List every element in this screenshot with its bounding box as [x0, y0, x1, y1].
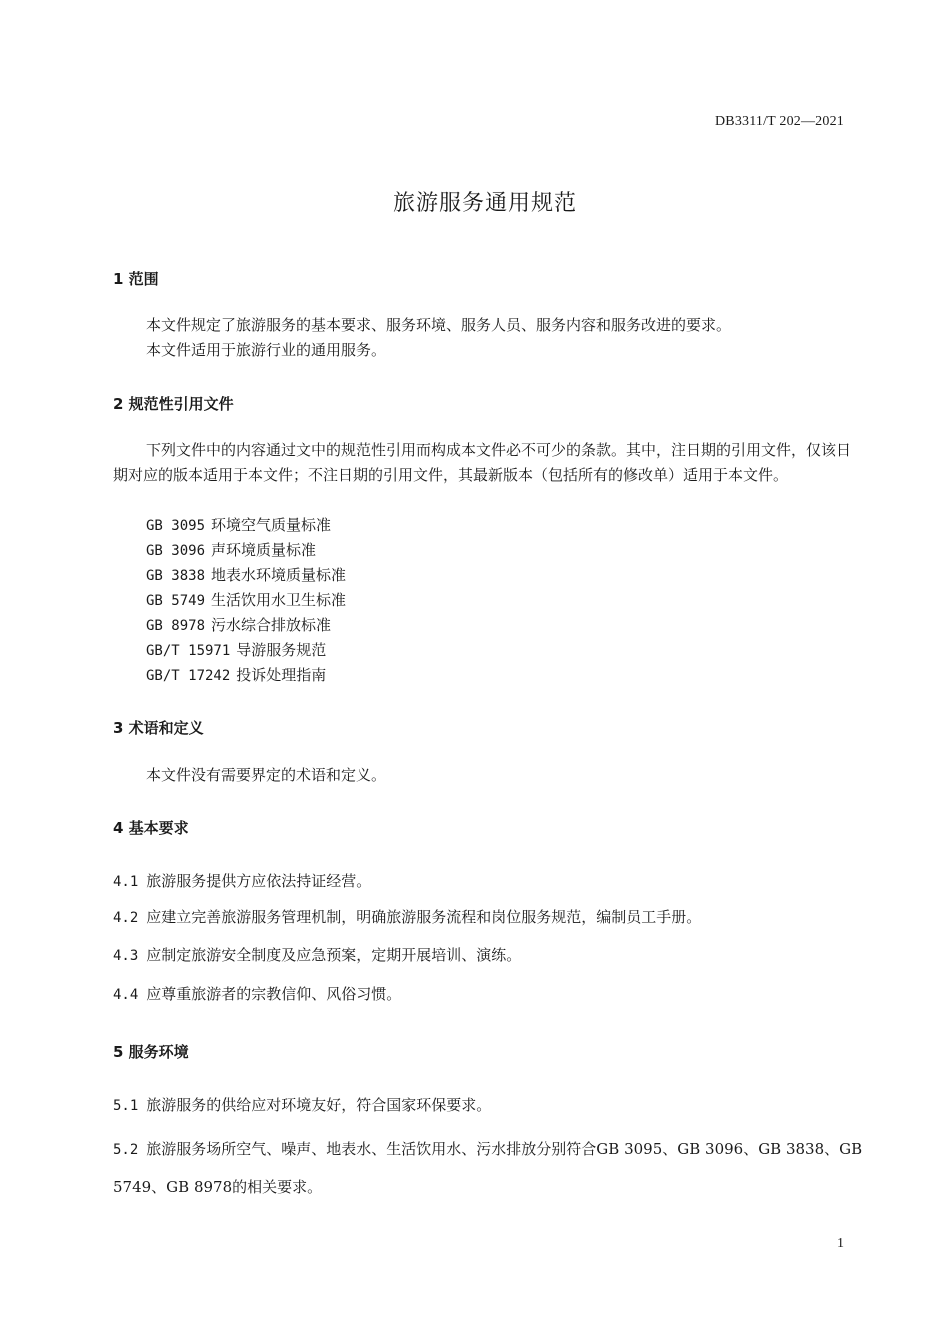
document-title: 旅游服务通用规范 [392, 191, 577, 216]
reference-item [146, 638, 326, 664]
clause-item [113, 869, 873, 895]
reference-title: 污水综合排放标准 [211, 616, 332, 634]
reference-code: GB/T 17242 [146, 668, 231, 684]
reference-title: 导游服务规范 [236, 641, 327, 659]
page-number: 1 [837, 1236, 844, 1251]
clause-text: 旅游服务提供方应依法持证经营。 [146, 872, 372, 890]
clause-text: 应制定旅游安全制度及应急预案，定期开展培训、演练。 [146, 946, 522, 964]
reference-code: GB 3096 [146, 543, 206, 559]
section-heading-basic-requirements: 4 基本要求 [113, 819, 189, 837]
reference-title: 生活饮用水卫生标准 [211, 591, 347, 609]
reference-item [146, 613, 331, 639]
clause-text: 旅游服务场所空气、噪声、地表水、生活饮用水、污水排放分别符合GB 3095、GB 3096、GB 3838、GB 5749、GB 8978的相关要求。 [113, 1140, 863, 1196]
terms-paragraph: 本文件没有需要界定的术语和定义。 [146, 766, 387, 784]
reference-item [146, 663, 326, 689]
section-heading-normative-references: 2 规范性引用文件 [113, 395, 234, 413]
reference-item [146, 513, 331, 539]
section-heading-scope: 1 范围 [113, 270, 159, 288]
clause-number: 4.4 [113, 987, 139, 1003]
clause-item [113, 1131, 873, 1206]
clause-item [113, 943, 873, 969]
clause-item [113, 905, 873, 931]
reference-item [146, 588, 346, 614]
clause-text: 旅游服务的供给应对环境友好，符合国家环保要求。 [146, 1096, 492, 1114]
clause-number: 4.2 [113, 910, 139, 926]
clause-text: 应建立完善旅游服务管理机制，明确旅游服务流程和岗位服务规范，编制员工手册。 [146, 908, 702, 926]
scope-paragraph-2: 本文件适用于旅游行业的通用服务。 [146, 341, 387, 359]
clause-item [113, 982, 873, 1008]
normative-references-intro: 下列文件中的内容通过文中的规范性引用而构成本文件必不可少的条款。其中，注日期的引用文件，仅该日期对应的版本适用于本文件；不注日期的引用文件，其最新版本（包括所有的修改单）适用于本文件。 [113, 441, 852, 484]
clause-number: 5.1 [113, 1098, 139, 1114]
section-heading-terms-and-definitions: 3 术语和定义 [113, 719, 204, 737]
clause-text: 应尊重旅游者的宗教信仰、风俗习惯。 [146, 985, 402, 1003]
clause-number: 4.1 [113, 874, 139, 890]
document-code: DB3311/T 202—2021 [714, 114, 844, 129]
reference-title: 声环境质量标准 [211, 541, 317, 559]
reference-title: 环境空气质量标准 [211, 516, 332, 534]
reference-item [146, 538, 316, 564]
reference-title: 投诉处理指南 [236, 666, 327, 684]
clause-number: 4.3 [113, 948, 139, 964]
reference-code: GB 5749 [146, 593, 206, 609]
reference-item [146, 563, 346, 589]
reference-code: GB 3095 [146, 518, 206, 534]
reference-code: GB/T 15971 [146, 643, 231, 659]
clause-item [113, 1093, 873, 1119]
reference-title: 地表水环境质量标准 [211, 566, 347, 584]
reference-code: GB 3838 [146, 568, 206, 584]
reference-code: GB 8978 [146, 618, 206, 634]
clause-number: 5.2 [113, 1142, 139, 1158]
scope-paragraph-1: 本文件规定了旅游服务的基本要求、服务环境、服务人员、服务内容和服务改进的要求。 [146, 316, 732, 334]
section-heading-service-environment: 5 服务环境 [113, 1043, 189, 1061]
